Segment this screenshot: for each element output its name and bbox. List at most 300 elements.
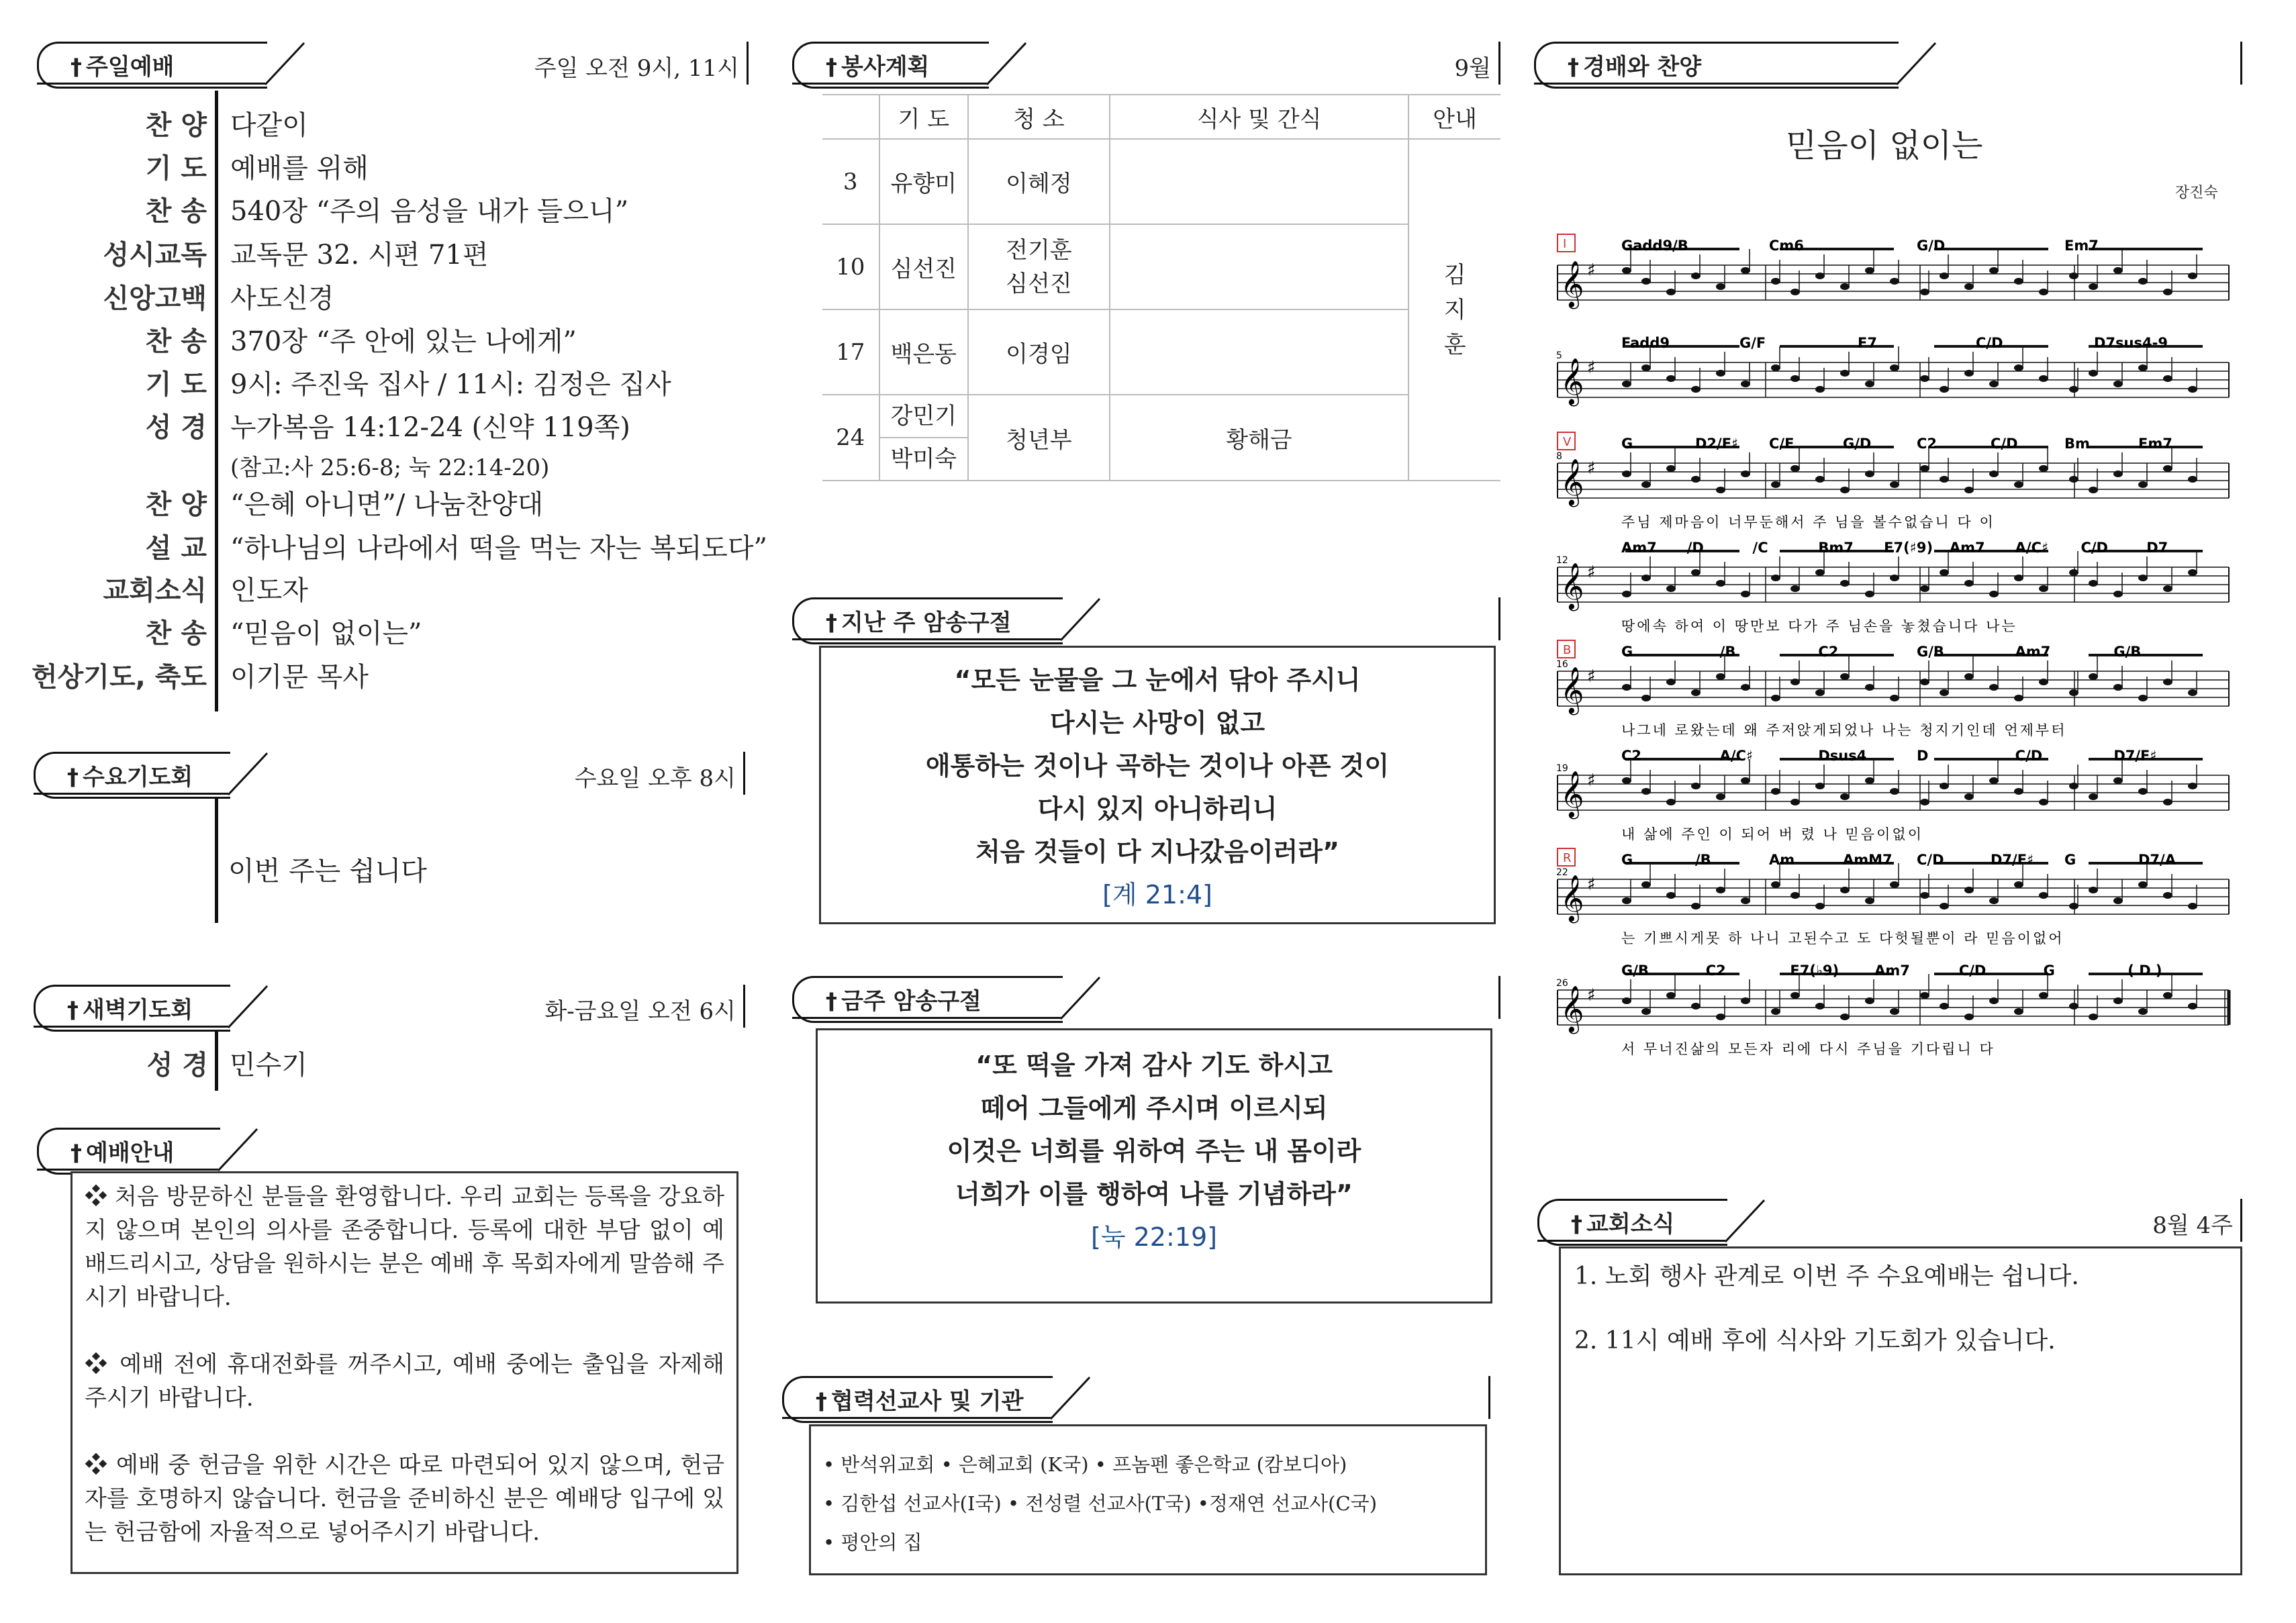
note-head — [1940, 1003, 1949, 1010]
note-head — [1716, 283, 1725, 290]
note-head — [1840, 673, 1850, 680]
note-head — [2138, 1008, 2148, 1015]
chord-symbol: G/B — [1621, 963, 1649, 979]
order-label: 성시교독 — [103, 240, 207, 270]
order-label: 찬 송 — [145, 326, 207, 357]
note-head — [1716, 793, 1725, 800]
verse-line: 너희가 이를 행하여 나를 기념하라” — [955, 1179, 1353, 1209]
verse-line: “모든 눈물을 그 눈에서 닦아 주시니 — [954, 665, 1361, 695]
table-row — [822, 309, 1500, 395]
order-row — [27, 363, 738, 403]
chord-symbol: G/B — [1917, 644, 1944, 660]
dawn-prayer-time: 화-금요일 오전 6시 — [544, 998, 736, 1025]
order-label: 기 도 — [145, 153, 207, 184]
note-head — [2069, 273, 2078, 279]
note-head — [1815, 386, 1825, 393]
chord-symbol: G/D — [1843, 436, 1872, 452]
note-head — [1865, 897, 1874, 904]
section-title: 교회소식 — [1586, 1211, 1675, 1238]
meal-cell — [1110, 139, 1409, 224]
note-head — [1641, 881, 1651, 888]
note-head — [2138, 481, 2148, 488]
note-head — [1815, 476, 1825, 483]
note-head — [1641, 788, 1651, 795]
note-head — [2089, 1014, 2098, 1020]
rehearsal-mark-label: I — [1563, 237, 1567, 251]
table-row — [822, 139, 1500, 224]
note-head — [2113, 684, 2123, 691]
order-value: 이기문 목사 — [230, 662, 369, 693]
last-verse-box — [819, 646, 1496, 924]
song-composer: 장진숙 — [2175, 185, 2218, 201]
note-head — [2188, 476, 2197, 483]
chord-symbol: Am7 — [1874, 963, 1910, 979]
order-label: 성 경 — [145, 412, 207, 443]
chord-symbol: G/B — [2113, 644, 2142, 660]
table-row — [822, 224, 1500, 309]
chord-symbol: /C — [1752, 540, 1768, 556]
chord-symbol: Am7 — [2015, 644, 2051, 660]
note-head — [1691, 386, 1701, 393]
note-head — [1790, 992, 1800, 999]
note-head — [1771, 278, 1780, 285]
note-head — [2188, 273, 2197, 279]
partner-line: • 김한섭 선교사(I국) • 전성렬 선교사(T국) •정재연 선교사(C국) — [823, 1492, 1378, 1515]
guide-paragraph: ❖ 처음 방문하신 분들을 환영합니다. 우리 교회는 등록을 강요하지 않으며 본인의 의사를 존중합니다. 등록에 대한 부담 없이 예배드리시고, 상담을 원하시는 분은 예배 후 목회자에게 말씀해 주시기 바랍니다. — [85, 1183, 724, 1311]
note-head — [1641, 1008, 1651, 1015]
cross-icon: † — [826, 609, 837, 636]
chord-symbol: G — [2064, 852, 2076, 868]
verse-line: 처음 것들이 다 지나갔음이러라” — [975, 837, 1339, 867]
lyric-line: 내 삶에 주인 이 되어 버 렸 나 믿음이없이 — [1621, 826, 1923, 842]
news-item: 1. 노회 행사 관계로 이번 주 수요예배는 쉽니다. — [1574, 1263, 2079, 1290]
meal-cell — [1110, 224, 1409, 309]
chord-symbol: C2 — [1917, 436, 1938, 452]
note-head — [1691, 569, 1701, 576]
order-row — [27, 277, 738, 317]
section-title: 수요기도회 — [83, 764, 193, 791]
chord-symbol: G — [1621, 644, 1633, 660]
prayer-cell: 백은동 — [879, 309, 969, 395]
clean-cell: 이혜정 — [968, 139, 1110, 224]
note-head — [1964, 887, 1974, 893]
note-head — [2163, 375, 2172, 382]
note-head — [2188, 783, 2197, 789]
note-head — [1840, 283, 1850, 290]
note-head — [2014, 575, 2023, 581]
divider-line — [215, 1030, 218, 1091]
chord-symbol: E7(♯9) — [1884, 540, 1933, 556]
section-title: 주일예배 — [86, 54, 175, 81]
prayer-cell: 심선진 — [879, 224, 969, 309]
note-head — [2014, 278, 2023, 285]
note-head — [2069, 1003, 2078, 1010]
chord-symbol: Am7 — [1621, 540, 1657, 556]
partner-line: • 반석위교회 • 은혜교회 (K국) • 프놈펜 좋은학교 (캄보디아) — [823, 1453, 1347, 1476]
table-row — [822, 395, 1500, 481]
bar-number: 8 — [1556, 451, 1562, 462]
note-head — [1989, 997, 1999, 1004]
order-value: 교독문 32. 시편 71편 — [230, 240, 489, 270]
sunday-service-time: 주일 오전 9시, 11시 — [534, 55, 739, 82]
verse-reference: [계 21:4] — [1102, 880, 1212, 909]
worship-guide-box — [70, 1171, 738, 1574]
note-head — [1964, 370, 1974, 377]
note-head — [1865, 684, 1874, 691]
worship-guide-header — [37, 1128, 332, 1171]
cross-icon: † — [816, 1388, 827, 1415]
chord-symbol: C/D — [1917, 852, 1944, 868]
key-signature-sharp-icon: ♯ — [1587, 260, 1596, 281]
note-head — [1771, 788, 1780, 795]
church-news-header — [1537, 1199, 2242, 1242]
column-header: 청 소 — [968, 95, 1110, 139]
note-head — [1666, 585, 1676, 592]
note-head — [1964, 283, 1974, 290]
note-head — [2138, 364, 2148, 371]
chord-symbol: E7(♭9) — [1790, 963, 1839, 979]
chord-symbol: Am — [1769, 852, 1795, 868]
chord-symbol: G — [2043, 963, 2055, 979]
verse-line: 떼어 그들에게 주시며 이르시되 — [980, 1093, 1328, 1123]
note-head — [1989, 381, 1999, 387]
note-head — [2089, 673, 2098, 680]
note-head — [2014, 881, 2023, 888]
section-title: 협력선교사 및 기관 — [831, 1388, 1024, 1415]
prayer-name: 강민기 — [880, 395, 968, 438]
cross-icon: † — [70, 1140, 82, 1167]
order-value: “은혜 아니면”/ 나눔찬양대 — [230, 489, 544, 520]
chord-symbol: G/F — [1739, 335, 1766, 351]
note-head — [2163, 585, 2172, 592]
note-head — [1815, 273, 1825, 279]
note-head — [1920, 375, 1929, 382]
chord-symbol: Em7 — [2064, 238, 2099, 254]
chord-symbol: Gadd9/B — [1621, 238, 1688, 254]
note-head — [2113, 777, 2123, 784]
note-head — [1920, 892, 1929, 899]
day-cell: 3 — [822, 139, 879, 224]
rehearsal-mark-label: B — [1563, 643, 1572, 657]
note-head — [1691, 689, 1701, 696]
chord-symbol: AmM7 — [1843, 852, 1893, 868]
note-head — [2039, 992, 2048, 999]
note-head — [2069, 569, 2078, 576]
chord-symbol: /B — [1719, 644, 1736, 660]
note-head — [1890, 575, 1899, 581]
note-head — [1920, 585, 1929, 592]
chord-symbol: D2/F♯ — [1695, 436, 1739, 452]
note-head — [1622, 897, 1631, 904]
chord-symbol: A/C♯ — [2015, 540, 2049, 556]
note-head — [1716, 370, 1725, 377]
note-head — [1641, 481, 1651, 488]
key-signature-sharp-icon: ♯ — [1587, 985, 1596, 1005]
bar-number: 12 — [1556, 555, 1568, 566]
note-head — [1840, 487, 1850, 493]
note-head — [2188, 689, 2197, 696]
prayer-cell — [879, 395, 969, 481]
note-head — [1865, 381, 1874, 387]
order-row — [27, 104, 738, 144]
chord-symbol: D7/F♯ — [1991, 852, 2034, 868]
order-value: 인도자 — [230, 575, 308, 606]
chord-symbol: Bm7 — [1818, 540, 1854, 556]
note-head — [2113, 997, 2123, 1004]
note-head — [1815, 689, 1825, 696]
note-head — [1666, 465, 1676, 472]
note-head — [2039, 892, 2048, 899]
lyric-line: 땅에속 하여 이 땅만보 다가 주 님손을 놓쳤습니다 나는 — [1621, 618, 2017, 634]
note-head — [2039, 585, 2048, 592]
order-row — [27, 656, 738, 696]
section-title: 경배와 찬양 — [1583, 54, 1702, 81]
chord-symbol: C/D — [2080, 540, 2108, 556]
note-head — [2069, 689, 2078, 696]
note-head — [2089, 793, 2098, 800]
last-verse-header — [792, 597, 1500, 640]
lyric-line: 서 무너진삶의 모든자 리에 다시 주님을 기다립니 다 — [1621, 1041, 1995, 1057]
verse-line: “또 떡을 가져 감사 기도 하시고 — [975, 1050, 1333, 1080]
note-head — [1989, 591, 1999, 597]
note-head — [1790, 799, 1800, 805]
note-head — [1920, 992, 1929, 999]
chord-symbol: Dsus4 — [1818, 748, 1867, 764]
treble-clef-icon: 𝄞 — [1560, 771, 1584, 818]
this-week-verse-header — [792, 976, 1500, 1019]
this-week-verse-box — [816, 1028, 1492, 1304]
order-row — [27, 612, 738, 652]
note-head — [1716, 580, 1725, 587]
note-head — [1964, 1014, 1974, 1020]
note-head — [2039, 375, 2048, 382]
treble-clef-icon: 𝄞 — [1560, 260, 1584, 307]
order-value: 370장 “주 안에 있는 나에게” — [230, 326, 577, 357]
cross-icon: † — [67, 764, 79, 791]
column-header: 식사 및 간식 — [1110, 95, 1409, 139]
cross-icon: † — [70, 54, 82, 81]
chord-symbol: ( D ) — [2127, 963, 2162, 979]
note-head — [1622, 684, 1631, 691]
verse-line: 이것은 너희를 위하여 주는 내 몸이라 — [947, 1136, 1361, 1166]
note-head — [2163, 289, 2172, 295]
order-label: 찬 송 — [145, 196, 207, 227]
note-head — [1865, 267, 1874, 274]
note-head — [1989, 267, 1999, 274]
note-head — [1890, 278, 1899, 285]
wednesday-note: 이번 주는 쉽니다 — [228, 856, 427, 887]
note-head — [1741, 777, 1750, 784]
verse-line: 애통하는 것이나 곡하는 것이나 아픈 것이 — [925, 751, 1390, 781]
note-head — [1964, 580, 1974, 587]
order-label: 찬 송 — [145, 618, 207, 649]
praise-header — [1534, 42, 2242, 85]
meal-cell — [1110, 309, 1409, 395]
note-head — [1622, 471, 1631, 477]
note-head — [1920, 799, 1929, 805]
divider-slash-icon — [228, 752, 269, 795]
bar-number: 19 — [1556, 763, 1568, 774]
key-signature-sharp-icon: ♯ — [1587, 771, 1596, 791]
sunday-service-header — [37, 42, 749, 85]
note-head — [1666, 679, 1676, 685]
order-label: 교회소식 — [103, 575, 207, 606]
note-head — [1666, 289, 1676, 295]
note-head — [2069, 783, 2078, 789]
note-head — [2163, 992, 2172, 999]
note-head — [1622, 591, 1631, 597]
note-head — [1666, 992, 1676, 999]
order-value: 9시: 주진욱 집사 / 11시: 김정은 집사 — [230, 369, 671, 400]
divider-slash-icon — [1897, 42, 1937, 85]
partner-line: • 평안의 집 — [823, 1531, 922, 1554]
note-head — [1940, 783, 1949, 789]
note-head — [1815, 569, 1825, 576]
order-row — [27, 569, 738, 609]
note-head — [1622, 381, 1631, 387]
chord-symbol: A/C♯ — [1719, 748, 1754, 764]
service-month: 9월 — [1454, 55, 1491, 82]
divider-slash-icon — [1051, 1376, 1091, 1419]
note-head — [1666, 799, 1676, 805]
note-head — [1790, 465, 1800, 472]
divider-line — [215, 799, 218, 923]
note-head — [1840, 887, 1850, 893]
note-head — [1840, 580, 1850, 587]
order-row — [27, 234, 738, 274]
chord-symbol: D7/A — [2138, 852, 2176, 868]
order-row — [27, 320, 738, 360]
treble-clef-icon: 𝄞 — [1560, 985, 1584, 1032]
note-head — [2039, 289, 2048, 295]
note-head — [2113, 471, 2123, 477]
service-schedule-table — [822, 94, 1500, 481]
divider-slash-icon — [1061, 976, 1101, 1019]
order-label: 헌상기도, 축도 — [32, 662, 207, 693]
note-head — [1771, 881, 1780, 888]
order-value: 사도신경 — [230, 283, 334, 314]
note-head — [2163, 799, 2172, 805]
order-value: 누가복음 14:12-24 (신약 119쪽) — [230, 412, 630, 443]
note-head — [2069, 476, 2078, 483]
note-head — [2014, 695, 2023, 701]
note-head — [1622, 997, 1631, 1004]
note-head — [1790, 679, 1800, 685]
note-head — [1989, 777, 1999, 784]
note-head — [1890, 881, 1899, 888]
bar-number: 22 — [1556, 867, 1568, 878]
note-head — [1771, 1008, 1780, 1015]
order-label: 신앙고백 — [103, 283, 207, 314]
note-head — [1989, 684, 1999, 691]
dawn-prayer-header — [34, 985, 745, 1028]
note-head — [2188, 386, 2197, 393]
order-value: 예배를 위해 — [230, 153, 369, 184]
note-head — [1691, 273, 1701, 279]
note-head — [1890, 364, 1899, 371]
cross-icon: † — [826, 54, 837, 81]
note-head — [2163, 679, 2172, 685]
order-value: (참고:사 25:6-8; 눅 22:14-20) — [230, 454, 550, 481]
order-row — [27, 190, 738, 230]
chord-symbol: D7sus4-9 — [2094, 335, 2168, 351]
note-head — [1815, 1003, 1825, 1010]
note-head — [1920, 465, 1929, 472]
note-head — [1865, 777, 1874, 784]
order-value: 다같이 — [230, 110, 308, 141]
note-head — [1741, 684, 1750, 691]
divider-slash-icon — [987, 42, 1027, 85]
note-head — [2039, 465, 2048, 472]
note-head — [2163, 465, 2172, 472]
lyric-line: 나그네 로왔는데 왜 주저앉게되었나 나는 청지기인데 언제부터 — [1621, 722, 2067, 738]
note-head — [1940, 689, 1949, 696]
song-title: 믿음이 없이는 — [1786, 127, 1983, 164]
note-head — [2188, 903, 2197, 909]
note-head — [2138, 575, 2148, 581]
chord-symbol: /D — [1686, 540, 1704, 556]
table-header-row — [822, 95, 1500, 139]
service-plan-header — [792, 42, 1500, 85]
chord-symbol: C/D — [2015, 748, 2043, 764]
note-head — [1940, 476, 1949, 483]
section-title: 봉사계획 — [841, 54, 930, 81]
day-cell: 24 — [822, 395, 879, 481]
note-head — [1920, 289, 1929, 295]
order-row — [27, 406, 738, 446]
note-head — [1890, 1008, 1899, 1015]
note-head — [1771, 695, 1780, 701]
note-head — [1741, 471, 1750, 477]
note-head — [2014, 481, 2023, 488]
news-item: 2. 11시 예배 후에 식사와 기도회가 있습니다. — [1574, 1327, 2056, 1355]
order-label: 설 교 — [145, 533, 207, 564]
note-head — [2014, 788, 2023, 795]
note-head — [1840, 370, 1850, 377]
cross-icon: † — [1571, 1211, 1582, 1238]
note-head — [1641, 575, 1651, 581]
bar-number: 16 — [1556, 659, 1568, 670]
note-head — [1865, 591, 1874, 597]
chord-symbol: /B — [1695, 852, 1711, 868]
note-head — [1641, 278, 1651, 285]
note-head — [1716, 887, 1725, 893]
note-head — [2113, 381, 2123, 387]
note-head — [1989, 897, 1999, 904]
note-head — [2069, 903, 2078, 909]
news-week: 8월 4주 — [2152, 1212, 2233, 1239]
lyric-line: 주님 제마음이 너무둔해서 주 님을 볼수없습니 다 이 — [1621, 514, 1995, 530]
note-head — [2113, 591, 2123, 597]
note-head — [1666, 892, 1676, 899]
column-header — [822, 95, 879, 139]
note-head — [2089, 283, 2098, 290]
wednesday-prayer-header — [34, 752, 745, 795]
treble-clef-icon: 𝄞 — [1560, 562, 1584, 609]
note-head — [2039, 679, 2048, 685]
note-head — [2138, 881, 2148, 888]
note-head — [1622, 267, 1631, 274]
key-signature-sharp-icon: ♯ — [1587, 875, 1596, 895]
note-head — [2089, 580, 2098, 587]
order-row — [27, 483, 738, 524]
note-head — [2138, 788, 2148, 795]
note-head — [1964, 487, 1974, 493]
order-row — [27, 147, 738, 187]
note-head — [1865, 471, 1874, 477]
verse-line: 다시는 사망이 없고 — [1049, 708, 1265, 738]
treble-clef-icon: 𝄞 — [1560, 667, 1584, 714]
